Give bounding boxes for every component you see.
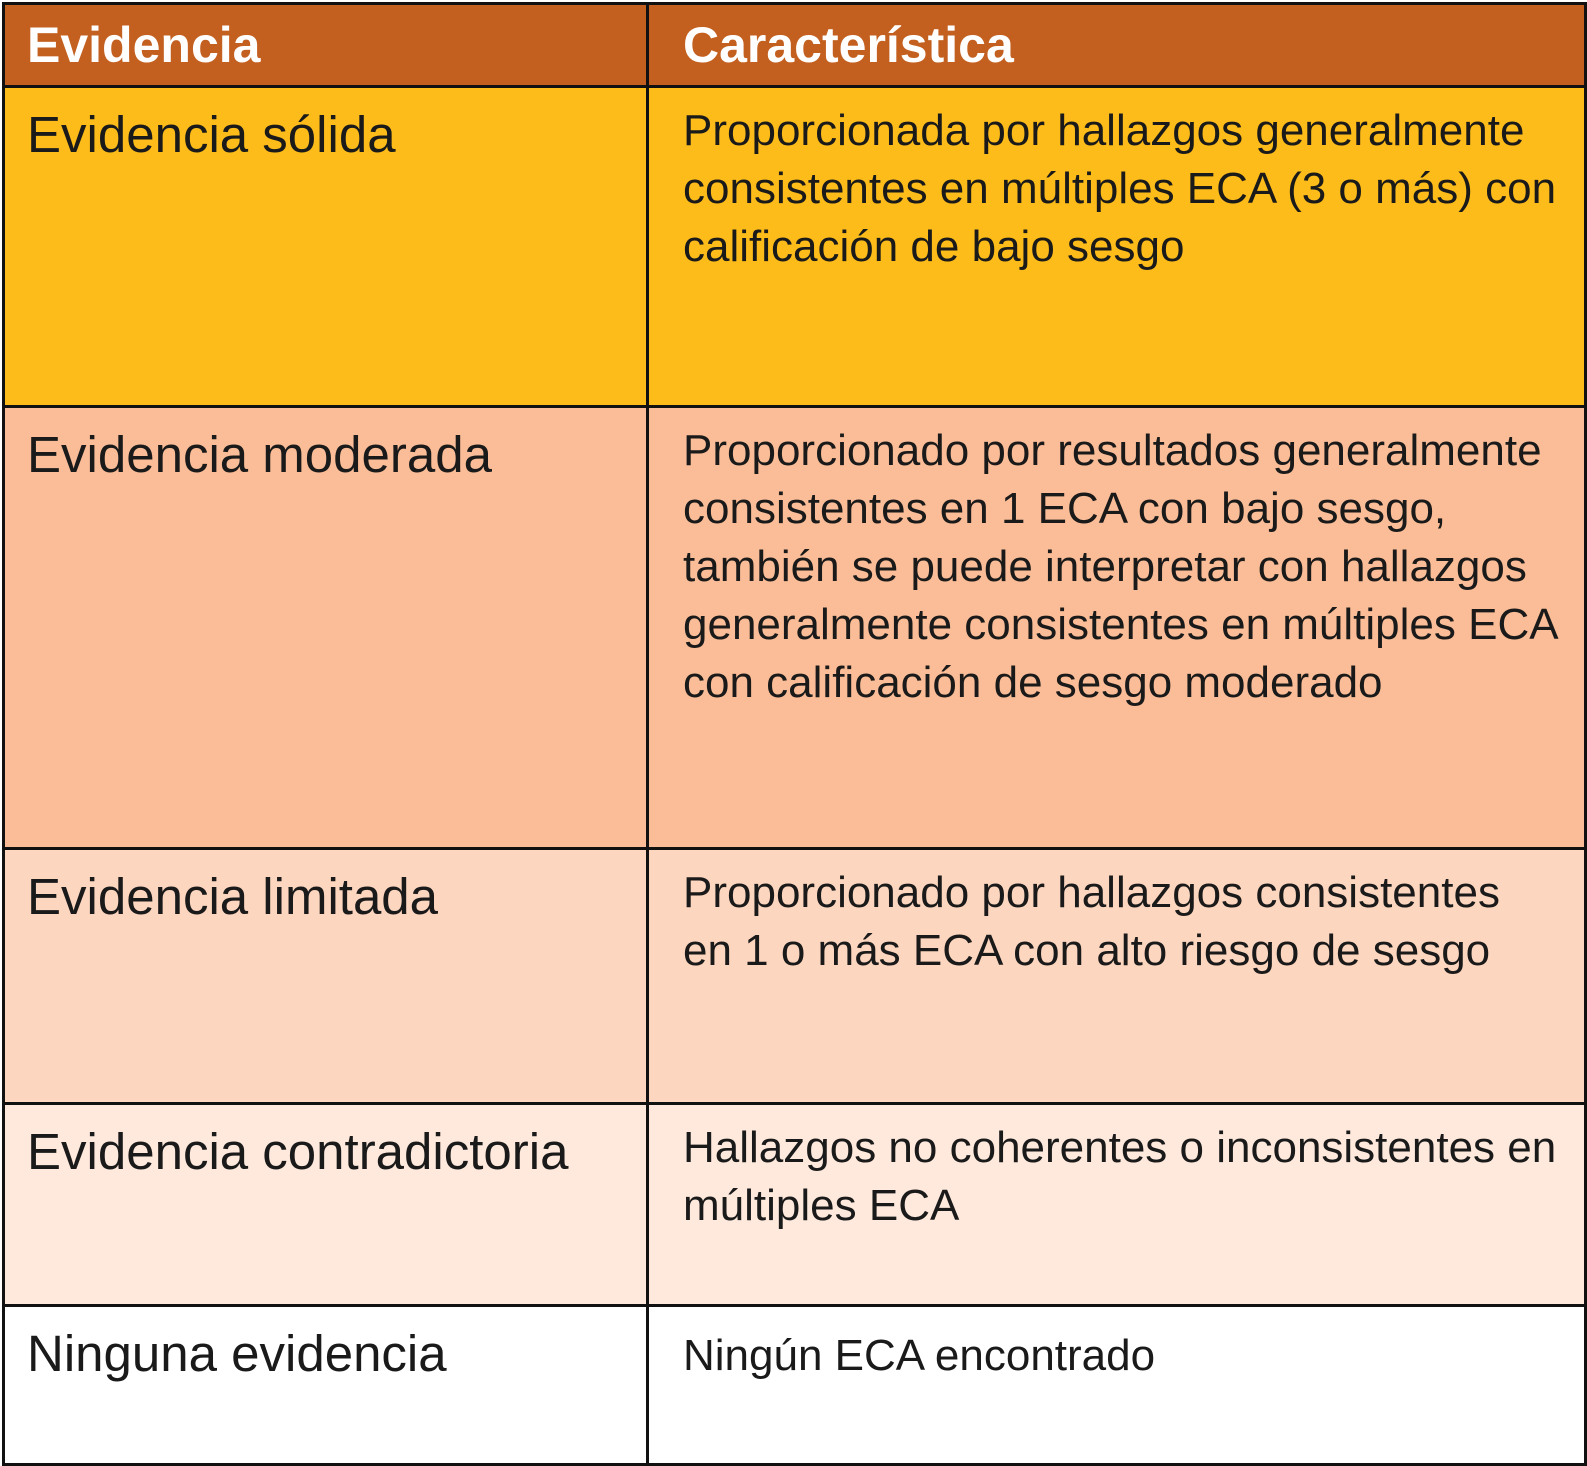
table-row bbox=[4, 1104, 1586, 1306]
evidence-level: Evidencia limitada bbox=[4, 849, 648, 1104]
evidence-level: Ninguna evidencia bbox=[4, 1306, 648, 1465]
table-row bbox=[4, 87, 1586, 407]
evidence-level: Evidencia contradictoria bbox=[4, 1104, 648, 1306]
table-row bbox=[4, 849, 1586, 1104]
evidence-level: Evidencia sólida bbox=[4, 87, 648, 407]
header-caracteristica: Característica bbox=[648, 4, 1586, 87]
table-row bbox=[4, 1306, 1586, 1465]
evidence-description: Proporcionado por hallazgos consistentes en 1 o más ECA con alto riesgo de sesgo bbox=[648, 849, 1586, 1104]
header-evidencia: Evidencia bbox=[4, 4, 648, 87]
header-row bbox=[4, 4, 1586, 87]
evidence-level: Evidencia moderada bbox=[4, 407, 648, 849]
evidence-description: Proporcionado por resultados generalmente consistentes en 1 ECA con bajo sesgo, también se puede interpretar con hallazgos generalmente consistentes en múltiples ECA con calificación de sesgo moderado bbox=[648, 407, 1586, 849]
evidence-table bbox=[2, 2, 1587, 1466]
evidence-description: Ningún ECA encontrado bbox=[648, 1306, 1586, 1465]
evidence-description: Hallazgos no coherentes o inconsistentes en múltiples ECA bbox=[648, 1104, 1586, 1306]
table-row bbox=[4, 407, 1586, 849]
evidence-description: Proporcionada por hallazgos generalmente consistentes en múltiples ECA (3 o más) con calificación de bajo sesgo bbox=[648, 87, 1586, 407]
